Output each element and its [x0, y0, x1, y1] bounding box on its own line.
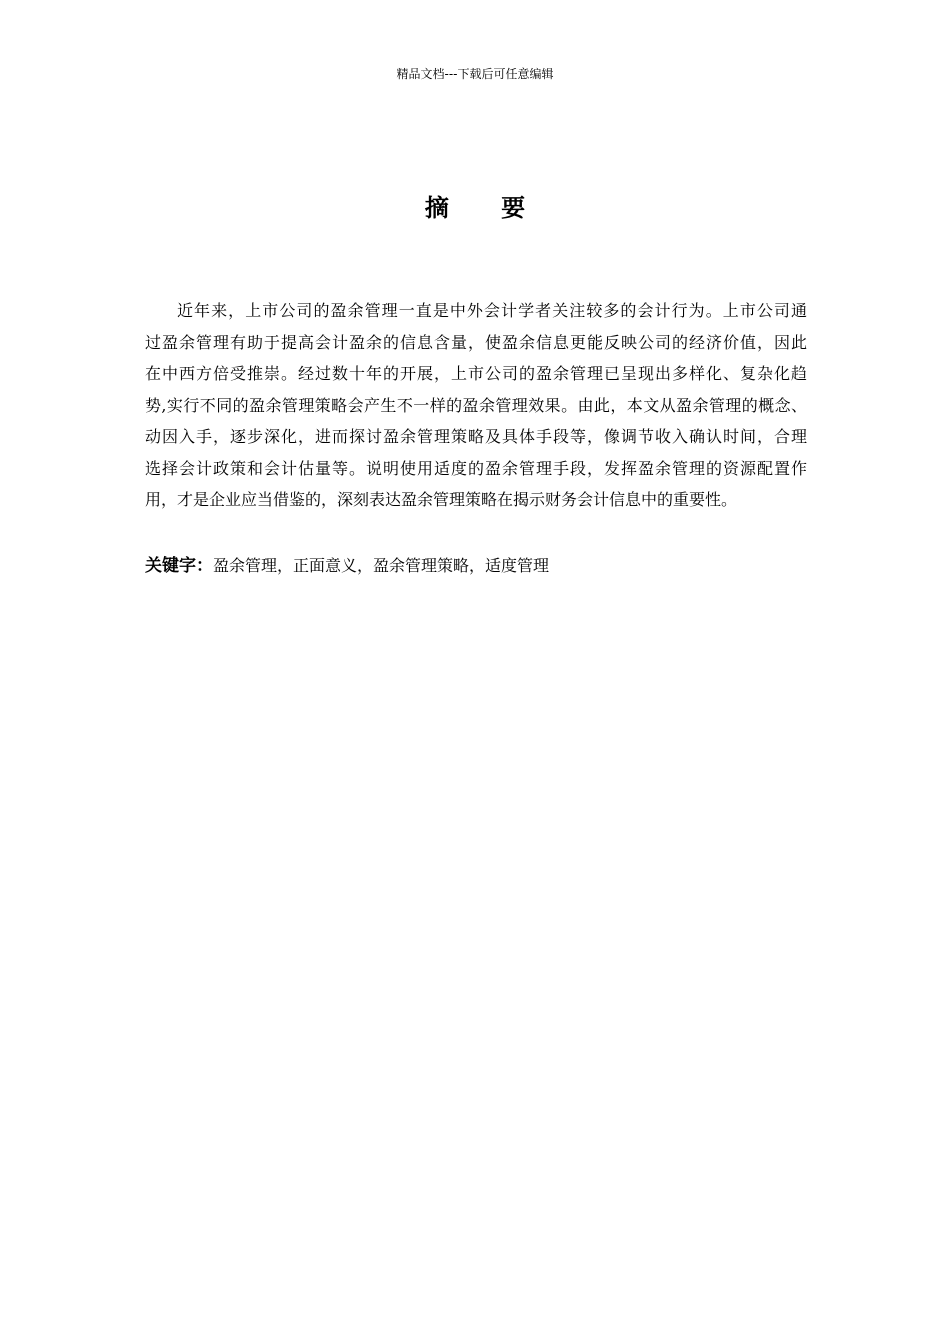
abstract-body: [145, 295, 807, 516]
keywords-value: 盈余管理，正面意义，盈余管理策略，适度管理: [213, 556, 550, 575]
abstract-title: 摘 要: [424, 194, 548, 222]
abstract-line: 选择会计政策和会计估量等。说明使用适度的盈余管理手段，发挥盈余管理的资源配置作: [145, 458, 807, 478]
abstract-line: 动因入手，逐步深化，进而探讨盈余管理策略及具体手段等，像调节收入确认时间，合理: [145, 427, 807, 446]
abstract-line: 用，才是企业应当借鉴的，深刻表达盈余管理策略在揭示财务会计信息中的重要性。: [145, 490, 738, 509]
abstract-line: 过盈余管理有助于提高会计盈余的信息含量，使盈余信息更能反映公司的经济价值，因此: [145, 332, 807, 352]
abstract-line: 势,实行不同的盈余管理策略会产生不一样的盈余管理效果。由此，本文从盈余管理的概念、: [145, 395, 807, 415]
keywords-row: [145, 552, 807, 580]
keywords-label: 关键字：: [145, 556, 213, 576]
page-header-note: 精品文档---下载后可任意编辑: [396, 67, 554, 81]
abstract-line: 近年来，上市公司的盈余管理一直是中外会计学者关注较多的会计行为。上市公司通: [177, 301, 807, 320]
abstract-line: 在中西方倍受推崇。经过数十年的开展，上市公司的盈余管理已呈现出多样化、复杂化趋: [145, 364, 807, 383]
